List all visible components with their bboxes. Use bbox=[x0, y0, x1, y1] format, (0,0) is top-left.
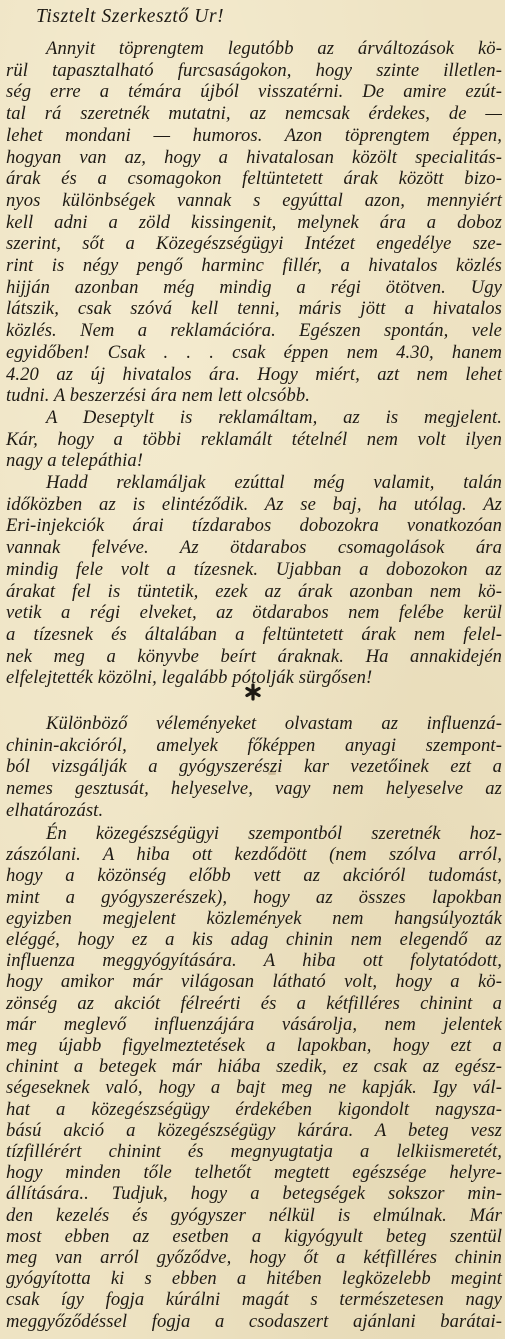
text-line: influenza meggyógyítására. A hiba ott folytatódott, bbox=[6, 950, 502, 972]
text-line: Kár, hogy a többi reklamált tételnél nem volt ilyen bbox=[6, 428, 502, 450]
text-line: kell adni a zöld kissingenit, melynek ára a doboz bbox=[6, 211, 502, 233]
text-line: rint is négy pengő harminc fillér, a hivatalos közlés bbox=[6, 255, 502, 276]
text-line: chinint a betegek már hiába szedik, ez csak az egész- bbox=[6, 1056, 502, 1078]
text-line: meg van arról győződve, hogy őt a kétfilléres chinin bbox=[6, 1247, 502, 1268]
text-line: zönség az akciót félreérti és a kétfilléres chinint a bbox=[6, 992, 502, 1014]
text-line: 4.20 az új hivatalos ára. Hogy miért, azt nem lehet bbox=[6, 363, 502, 385]
text-line: ból vizsgálják a gyógyszerészi kar vezetőinek ezt a bbox=[6, 756, 502, 778]
text-line: meggyőződéssel fogja a csodaszert ajánlani barátai- bbox=[6, 1310, 502, 1332]
text-line: hogy minden tőle telhetőt megtett egészsége helyre- bbox=[6, 1162, 502, 1184]
text-line: rül tapasztalható furcsaságokon, hogy szinte illetlen- bbox=[6, 59, 502, 81]
text-line: zászólani. A hiba ott kezdődött (nem szólva arról, bbox=[6, 844, 502, 866]
text-line: ségeseknek való, hogy a bajt meg ne kapják. Igy vál- bbox=[6, 1077, 502, 1099]
text-line: hat a közegészségügy érdekében kigondolt nagysza- bbox=[6, 1098, 502, 1120]
text-line: elhatározást. bbox=[6, 799, 104, 821]
text-line: vannak felvéve. Az ötdarabos csomagolások ára bbox=[6, 537, 502, 559]
letter-salutation: Tisztelt Szerkesztő Ur! bbox=[36, 6, 225, 27]
text-line: látszik, csak szóvá kell tenni, máris jött a hivatalos bbox=[6, 298, 502, 320]
text-line: den kezelés és gyógyszer nélkül is elmúlnak. Már bbox=[6, 1204, 502, 1226]
text-line: eléggé, hogy ez a kis adag chinin nem elegendő az bbox=[6, 929, 502, 950]
text-line: gyógyította ki s ebben a hitében legközelebb megint bbox=[6, 1268, 502, 1290]
text-line: már meglevő influenzájára vásárolja, nem jelentek bbox=[6, 1013, 502, 1035]
text-line: egyidőben! Csak . . . csak éppen nem 4.30, hanem bbox=[6, 341, 502, 363]
text-line: hogy a közönség előbb vett az akcióról tudomást, bbox=[6, 865, 502, 887]
text-line: Különböző véleményeket olvastam az influenzá- bbox=[46, 713, 502, 734]
text-line: árak és a csomagokon feltüntetett árak között bizo- bbox=[6, 168, 502, 190]
text-line: hijján azonban még mindig a régi ötötven. Ugy bbox=[6, 276, 502, 298]
text-line: hogyan van az, hogy a hivatalosan közölt specialitás- bbox=[6, 146, 502, 168]
text-line: a tízesnek és általában a feltüntetett árak nem felel- bbox=[6, 623, 502, 645]
text-line: most ebben az esetben a kigyógyult beteg szentül bbox=[6, 1225, 502, 1247]
text-line: tudni. A beszerzési ára nem lett olcsóbb. bbox=[6, 385, 310, 407]
text-line: meg újabb figyelmeztetések a lapokban, hogy ezt a bbox=[6, 1035, 502, 1056]
text-line: árakat fel is tüntetik, ezek az árak azonban nem kö- bbox=[6, 580, 502, 602]
text-line: A Deseptylt is reklamáltam, az is megjelent. bbox=[46, 406, 502, 428]
text-line: mint a gyógyszerészek), hogy az összes lapokban bbox=[6, 886, 502, 908]
text-line: Hadd reklamáljak ezúttal még valamit, talán bbox=[46, 472, 502, 493]
text-line: nagy a telepáthia! bbox=[6, 450, 144, 472]
text-line: Annyit töprengtem legutóbb az árváltozások kö- bbox=[46, 38, 502, 59]
text-line: tal rá szeretnék mutatni, az nemcsak érdekes, de — bbox=[6, 103, 502, 125]
text-line: hogy amikor már világosan látható volt, hogy a kö- bbox=[6, 971, 502, 993]
text-line: Én közegészségügyi szempontból szeretnék hoz- bbox=[46, 823, 502, 844]
text-line: állítására.. Tudjuk, hogy a betegségek sokszor min- bbox=[6, 1183, 502, 1205]
text-line: Eri-injekciók árai tízdarabos dobozokra vonatkozóan bbox=[6, 515, 502, 537]
text-line: lehet mondani — humoros. Azon töprengtem éppen, bbox=[6, 124, 502, 146]
asterisk-icon bbox=[244, 683, 262, 701]
text-line: szerint, sőt a Közegészségügyi Intézet engedélye sze- bbox=[6, 233, 502, 255]
text-line: bású akció a közegészségügy kárára. A beteg vesz bbox=[6, 1119, 502, 1141]
text-line: egyizben megjelent közlemények nem hangsúlyozták bbox=[6, 907, 502, 929]
paper-speck bbox=[268, 772, 276, 775]
text-line: csak így fogja kúrálni magát s természetesen nagy bbox=[6, 1289, 502, 1311]
text-line: időközben az is elintéződik. Az se baj, ha utólag. Az bbox=[6, 493, 502, 515]
text-line: elfelejtették közölni, legalább pótolják sürgősen! bbox=[6, 667, 373, 689]
text-line: közlés. Nem a reklamációra. Egészen spontán, vele bbox=[6, 320, 502, 342]
text-line: mindig fele volt a tízesnek. Ujabban a dobozokon az bbox=[6, 558, 502, 580]
text-line: nek meg a könyvbe beírt áraknak. Ha annakidején bbox=[6, 645, 502, 667]
text-line: chinin-akcióról, amelyek főképpen anyagi szempont- bbox=[6, 734, 502, 756]
text-line: nemes gesztusát, helyeselve, vagy nem helyeselve az bbox=[6, 778, 502, 800]
text-line: nyos különbségek vannak s egyúttal azon, mennyiért bbox=[6, 189, 502, 211]
text-line: ség erre a témára újból visszatérni. De amire ezút- bbox=[6, 81, 502, 103]
text-line: vetik a régi elveket, az ötdarabos nem felébe kerül bbox=[6, 602, 502, 624]
text-line: tízfillérért chinint és megnyugtatja a lelkiismeretét, bbox=[6, 1141, 502, 1162]
